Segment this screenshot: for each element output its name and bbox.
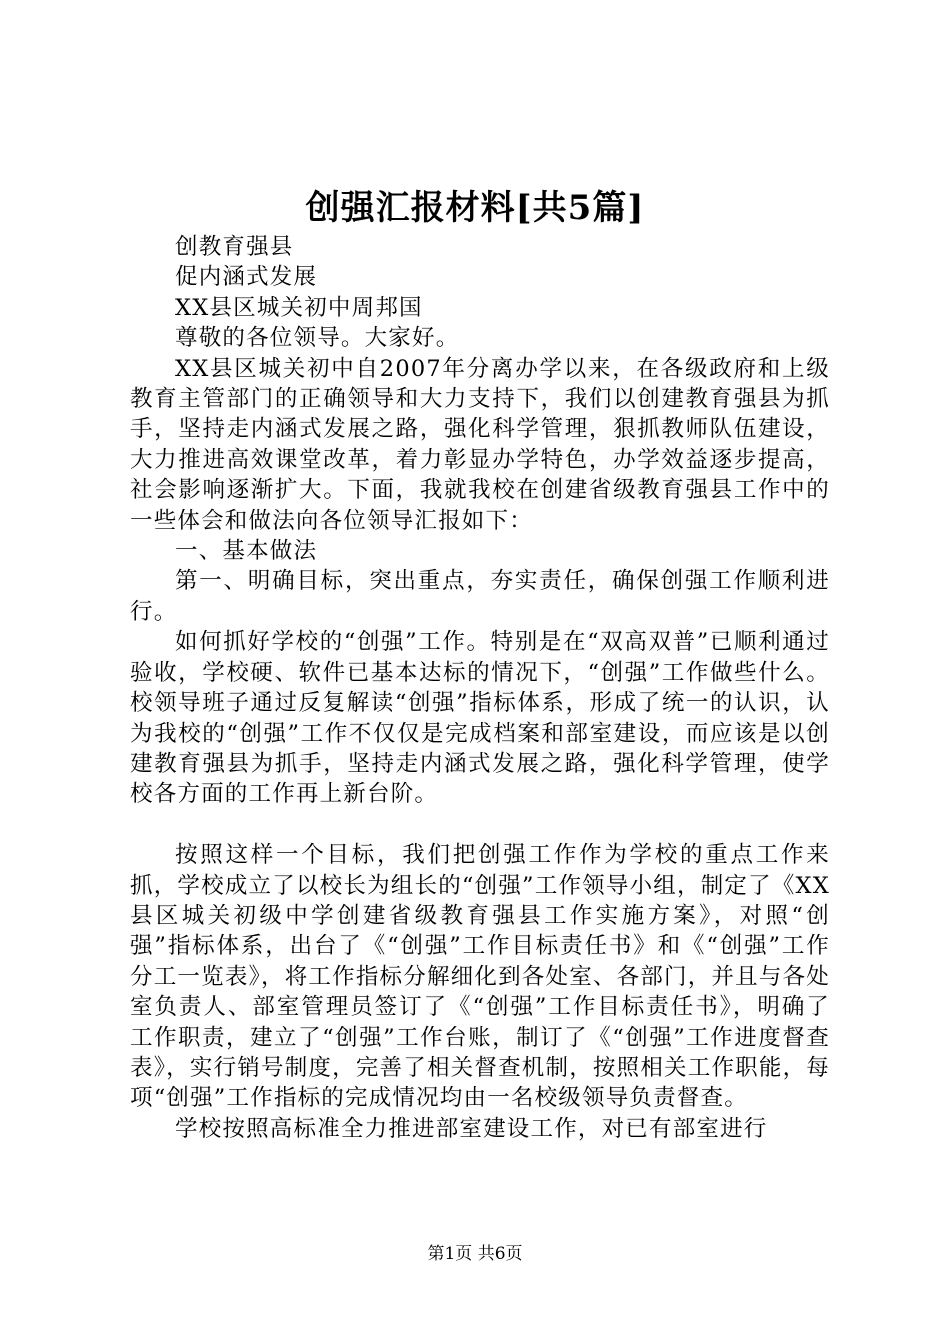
body-paragraph: 如何抓好学校的“创强”工作。特别是在“双高双普”已顺利通过验收，学校硬、软件已基本达标的情况下，“创强”工作做些什么。校领导班子通过反复解读“创强”指标体系，形成了统一的认识，认为我校的“创强”工作不仅仅是完成档案和部室建设，而应该是以创建教育强县为抓手，坚持走内涵式发展之路，强化科学管理，使学校各方面的工作再上新台阶。 [130,629,830,808]
author-line: XX县区城关初中周邦国 [175,294,423,321]
subtitle-line-1: 创教育强县 [175,234,294,260]
subtitle-line-2: 促内涵式发展 [175,264,318,291]
greeting: 尊敬的各位领导。大家好。 [175,325,460,352]
body-paragraph: 按照这样一个目标，我们把创强工作作为学校的重点工作来抓，学校成立了以校长为组长的“创强”工作领导小组，制定了《XX县区城关初级中学创建省级教育强县工作实施方案》，对照“创强”指标体系，出台了《“创强”工作目标责任书》和《“创强”工作分工一览表》，将工作指标分解细化到各处室、各部门，并且与各处室负责人、部室管理员签订了《“创强”工作目标责任书》，明确了工作职责，建立了“创强”工作台账，制订了《“创强”工作进度督查表》，实行销号制度，完善了相关督查机制，按照相关工作职能，每项“创强”工作指标的完成情况均由一名校级领导负责督查。 [130,842,830,1112]
sub-heading-1: 第一、明确目标，突出重点，夯实责任，确保创强工作顺利进行。 [130,568,830,625]
intro-paragraph: XX县区城关初中自2007年分离办学以来，在各级政府和上级教育主管部门的正确领导和大力支持下，我们以创建教育强县为抓手，坚持走内涵式发展之路，强化科学管理，狠抓教师队伍建设，大力推进高效课堂改革，着力彰显办学特色，办学效益逐步提高，社会影响逐渐扩大。下面，我就我校在创建省级教育强县工作中的一些体会和做法向各位领导汇报如下： [130,355,830,534]
body-paragraph: 学校按照高标准全力推进部室建设工作，对已有部室进行 [175,1115,768,1142]
section-heading: 一、基本做法 [175,538,318,565]
document-body [130,232,830,1144]
page-footer: 第1页 共6页 [427,1244,523,1264]
document-title: 创强汇报材料[共5篇] [305,188,645,228]
blank-line [130,810,830,840]
